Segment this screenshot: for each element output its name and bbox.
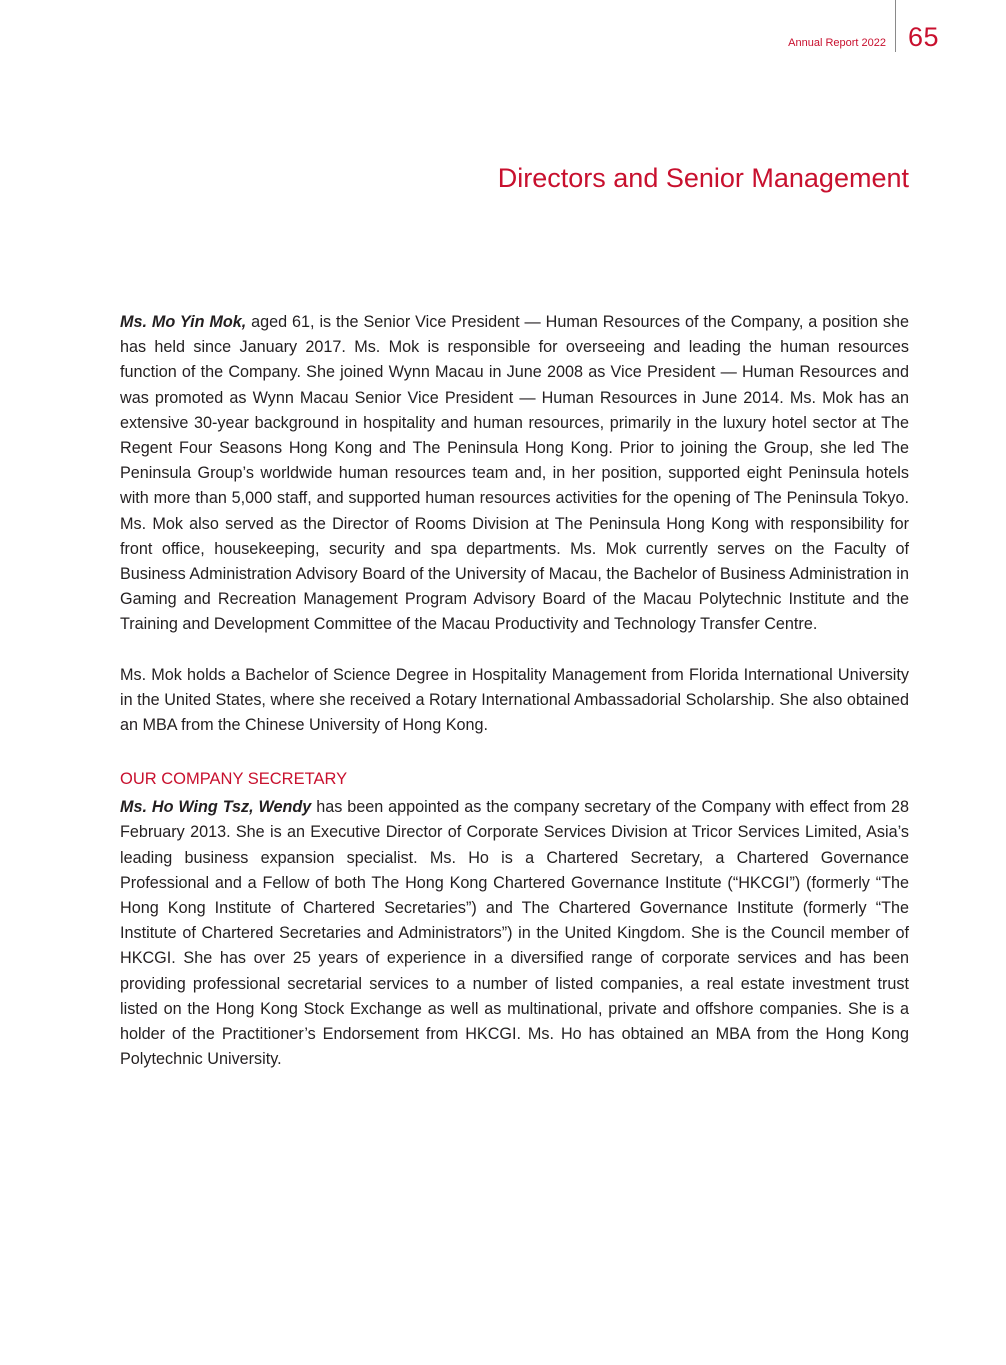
secretary-biography-paragraph — [120, 795, 909, 1072]
report-label: Annual Report 2022 — [788, 37, 886, 49]
header-divider — [895, 0, 896, 52]
mok-education-paragraph: Ms. Mok holds a Bachelor of Science Degree in Hospitality Management from Florida International University in the United States, where she received a Rotary International Ambassadorial Scholarship. She also obtained an MBA from the Chinese University of Hong Kong. — [120, 665, 909, 735]
main-content — [120, 310, 909, 1072]
mok-biography-paragraph — [120, 310, 909, 638]
page-header — [0, 0, 1006, 60]
secretary-biography-text: has been appointed as the company secretary of the Company with effect from 28 February 2013. She is an Executive Director of Corporate Services Division at Tricor Services Limited, Asia’s leading business expansion specialist. Ms. Ho is a Chartered Secretary, a Chartered Governance Professional and a Fellow of both The Hong Kong Chartered Governance Institute (“HKCGI”) (formerly “The Hong Kong Institute of Chartered Secretaries”) and The Chartered Governance Institute (formerly “The Institute of Chartered Secretaries and Administrators”) in the United Kingdom. She is the Council member of HKCGI. She has over 25 years of experience in a diversified range of corporate services and has been providing professional secretarial services to a number of listed companies, a real estate investment trust listed on the Hong Kong Stock Exchange as well as multinational, private and offshore companies. She is a holder of the Practitioner’s Endorsement from HKCGI. Ms. Ho has obtained an MBA from the Hong Kong Polytechnic University. — [120, 798, 909, 1069]
mok-biography-text: aged 61, is the Senior Vice President — Human Resources of the Company, a position she has held since January 2017. Ms. Mok is responsible for overseeing and leading the human resources function of the Company. She joined Wynn Macau in June 2008 as Vice President — Human Resources and was promoted as Wynn Macau Senior Vice President — Human Resources in June 2014. Ms. Mok has an extensive 30-year background in hospitality and human resources, primarily in the luxury hotel sector at The Regent Four Seasons Hong Kong and The Peninsula Hong Kong. Prior to joining the Group, she led The Peninsula Group’s worldwide human resources team and, in her position, supported eight Peninsula hotels with more than 5,000 staff, and supported human resources activities for the opening of The Peninsula Tokyo. Ms. Mok also served as the Director of Rooms Division at The Peninsula Hong Kong with responsibility for front office, housekeeping, security and spa departments. Ms. Mok currently serves on the Faculty of Business Administration Advisory Board of the University of Macau, the Bachelor of Business Administration in Gaming and Recreation Management Program Advisory Board of the Macau Polytechnic Institute and the Training and Development Committee of the Macau Productivity and Technology Transfer Centre. — [120, 313, 909, 634]
company-secretary-heading: OUR COMPANY SECRETARY — [120, 770, 348, 789]
mok-name: Ms. Mo Yin Mok, — [120, 313, 247, 331]
section-title: Directors and Senior Management — [497, 163, 909, 193]
secretary-name: Ms. Ho Wing Tsz, Wendy — [120, 798, 312, 817]
page-number: 65 — [908, 22, 940, 52]
